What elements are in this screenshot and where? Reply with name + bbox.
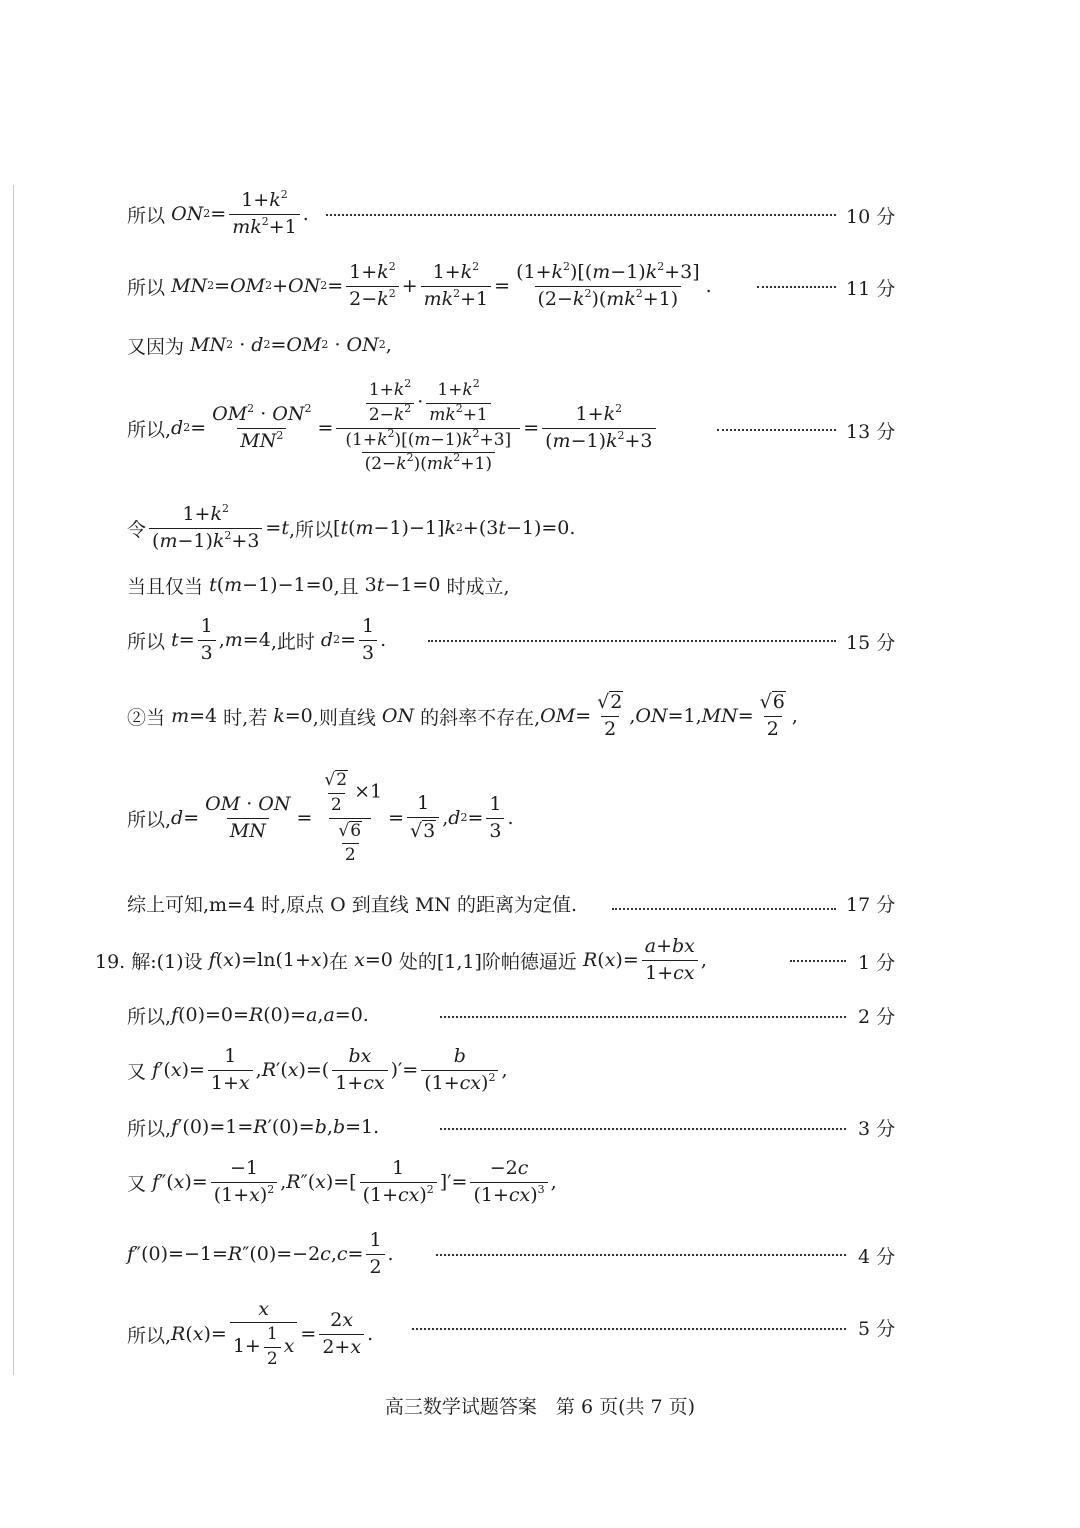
fraction: $\frac{1+k^2}{mk^2+1}$ bbox=[229, 190, 300, 239]
score-11: 11 分 bbox=[846, 278, 896, 300]
score-q19-3: 3 分 bbox=[858, 1118, 896, 1140]
score-leader bbox=[440, 1016, 846, 1018]
text-case2-mid: 时,若 bbox=[223, 706, 268, 729]
text-dangqie: 当且仅当 bbox=[127, 575, 204, 598]
text-suoyi: 所以 bbox=[127, 204, 166, 227]
page-footer: 高三数学试题答案 第 6 页(共 7 页) bbox=[384, 1396, 696, 1418]
line-r-result: 所以, R ( x )= x 1+ $\frac{1}{2}$ x = $\frac{2x}{2+x}$ . bbox=[127, 1297, 374, 1369]
text-you: 又 bbox=[127, 1060, 147, 1083]
text-suoyi-comma: 所以, bbox=[127, 808, 172, 831]
text-ci-shi: ,此时 bbox=[270, 630, 315, 653]
score-q19-4: 4 分 bbox=[858, 1246, 896, 1268]
text-suoyi: 所以 bbox=[127, 630, 166, 653]
score-leader bbox=[440, 1128, 846, 1130]
score-q19-1: 1 分 bbox=[858, 952, 896, 974]
line-f-zero: 所以, f (0)=0= R (0)= a , a =0. bbox=[0, 1000, 1080, 1030]
line-first-derivative: 又 f ′( x )= $\frac{1}{1+x}$ , R ′( x )=( $\frac{bx}{1+cx}$ )′= $\frac{b}{(1+cx)^2}$ , bbox=[127, 1044, 508, 1094]
text-q19-mid: 在 bbox=[329, 950, 349, 973]
score-leader bbox=[790, 960, 846, 962]
text-suoyi-comma: 所以, bbox=[127, 1324, 172, 1347]
score-leader bbox=[757, 286, 836, 288]
text-case2-prefix: ②当 bbox=[127, 706, 166, 729]
score-13: 13 分 bbox=[846, 421, 896, 443]
text-q19-mid2: 处的[1,1]阶帕德逼近 bbox=[398, 950, 577, 973]
line-second-derivative: 又 f ″( x )= $\frac{-1}{(1+x)^2}$ , R ″( x )=[ $\frac{1}{(1+cx)^2}$ ]′= $\frac{-2c}{(1+cx)^3}$ , bbox=[127, 1156, 557, 1206]
score-leader bbox=[612, 908, 836, 910]
line-iff-condition: 当且仅当 t ( m −1)−1=0 ,且 3 t −1=0 时成立, bbox=[0, 570, 1080, 600]
score-10: 10 分 bbox=[846, 206, 896, 228]
complex-fraction: $\frac{1+k^2}{2-k^2}$ · $\frac{1+k^2}{mk^2+1}$ $\frac{(1+k^2)[(m-1)k^2+3]}{(2-k^2)(mk^2+1)}$ bbox=[336, 381, 520, 474]
text-q19-prefix: 19. 解:(1)设 bbox=[95, 950, 203, 973]
line-let-t: 令 $\frac{1+k^2}{(m-1)k^2+3}$ = t ,所以 [ t ( m −1)−1] k 2 +(3 t −1)=0. bbox=[127, 501, 576, 552]
line-second-derivative-zero: f ″(0)=−1= R ″(0)=−2 c , c = $\frac{1}{2}$ . bbox=[127, 1228, 394, 1278]
line-d-squared: 所以, d 2 = $\frac{OM^2 \cdot ON^2}{MN^2}$ = $\frac{1+k^2}{2-k^2}$ · $\frac{1+k^2}{mk^2+1}$ $\frac{(1+k^2)[(m-1)k^2+3]}{(2-k^2)(mk^2+1)}$ = $\frac{1+k^2}{(m-1)k^2+3}$ bbox=[0, 372, 1080, 484]
text-qie: ,且 bbox=[333, 575, 359, 598]
score-leader bbox=[326, 214, 836, 216]
text-suoyi-comma: 所以, bbox=[127, 1117, 172, 1140]
line-q19-intro: 19. 解:(1)设 f ( x )=ln(1+ x ) 在 x =0 处的[1,1]阶帕德逼近 R ( x )= $\frac{a+bx}{1+cx}$ , bbox=[95, 934, 707, 984]
text-case2-tail2: 的斜率不存在, bbox=[420, 706, 541, 729]
score-leader bbox=[428, 640, 836, 642]
text-suoyi-comma: 所以, bbox=[127, 418, 172, 441]
score-q19-5: 5 分 bbox=[858, 1318, 896, 1340]
score-q19-2: 2 分 bbox=[858, 1006, 896, 1028]
text-suoyi-bracket: ,所以 bbox=[288, 518, 334, 541]
text-ling: 令 bbox=[127, 518, 147, 541]
score-17: 17 分 bbox=[846, 894, 896, 916]
text-shi-chengli: 时成立, bbox=[446, 575, 510, 598]
line-case-two: ②当 m =4 时,若 k =0 ,则直线 ON 的斜率不存在, OM = √ 2 2 , ON =1, MN = √ 6 2 , bbox=[127, 691, 798, 740]
score-leader bbox=[412, 1328, 846, 1330]
text-you: 又 bbox=[127, 1172, 147, 1195]
line-t-value: 所以 t = $\frac{1}{3}$ , m =4 ,此时 d 2 = $\frac{1}{3}$ . bbox=[127, 614, 387, 664]
score-leader bbox=[717, 429, 836, 431]
text-suoyi: 所以 bbox=[127, 276, 166, 299]
line-area-identity: 又因为 MN 2 · d 2 = OM 2 · ON 2 , bbox=[0, 330, 1080, 360]
text-suoyi-comma: 所以, bbox=[127, 1005, 172, 1028]
score-leader bbox=[436, 1254, 846, 1256]
text-conclusion: 综上可知,m=4 时,原点 O 到直线 MN 的距离为定值. bbox=[127, 893, 577, 916]
score-15: 15 分 bbox=[846, 632, 896, 654]
line-first-derivative-zero: 所以, f ′(0)=1= R ′(0)= b , b =1. bbox=[0, 1112, 1080, 1142]
text-you-yinwei: 又因为 bbox=[127, 335, 185, 358]
line-mn-squared: 所以 MN 2 = OM 2 + ON 2 = $\frac{1+k^2}{2-k^2}$ + $\frac{1+k^2}{mk^2+1}$ = $\frac{(1+k^2)[(m-1)k^2+3]}{(2-k^2)(mk^2+1)}$ . bbox=[127, 259, 712, 310]
line-on-squared: 所以 ON 2 = $\frac{1+k^2}{mk^2+1}$ . bbox=[127, 187, 309, 238]
line-d-case-two: 所以, d = $\frac{OM \cdot ON}{MN}$ = √ 2 2 ×1 √ 6 2 = 1 √ 3 , d 2 = $\frac{1}{3}$ . bbox=[127, 770, 514, 866]
line-conclusion bbox=[0, 888, 1080, 918]
text-case2-tail: ,则直线 bbox=[312, 706, 376, 729]
